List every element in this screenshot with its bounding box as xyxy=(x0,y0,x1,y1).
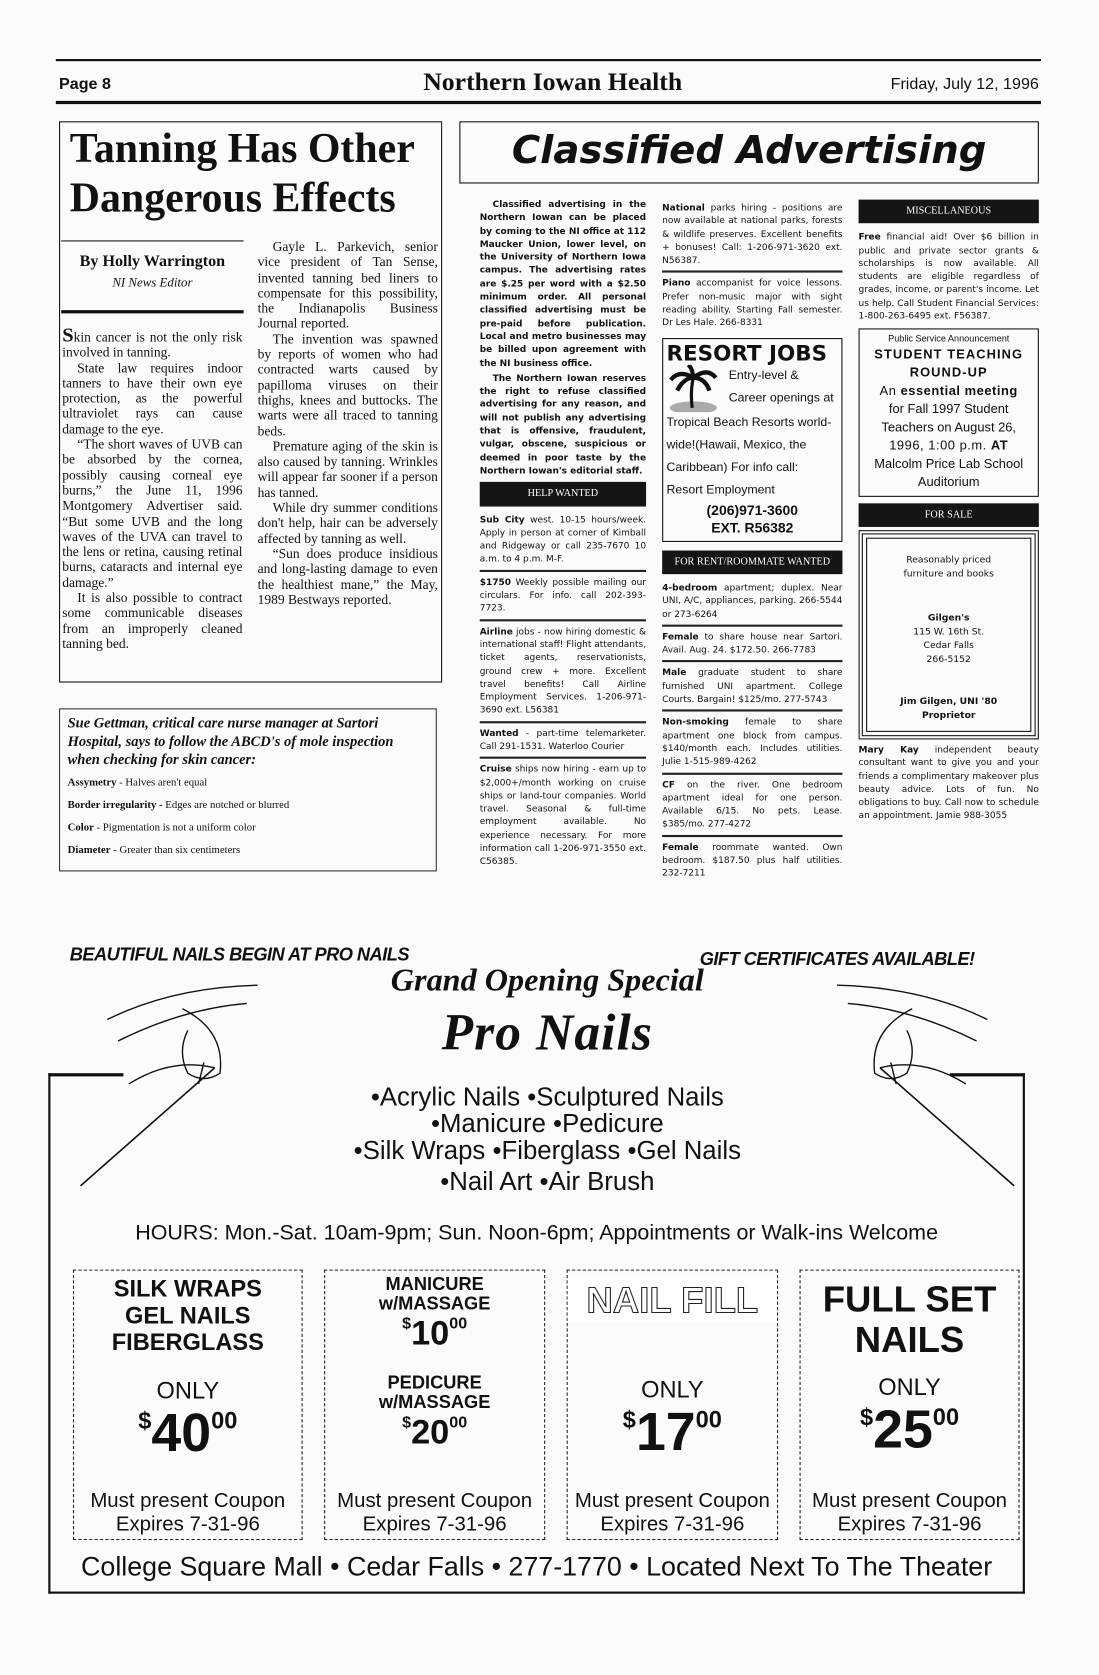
for-sale-line: furniture and books xyxy=(903,568,994,580)
drop-cap: S xyxy=(62,324,74,347)
psa-text: 1996, 1:00 p.m. xyxy=(889,437,991,453)
coupon-footer xyxy=(801,1490,1019,1537)
sidebar-item xyxy=(68,817,429,840)
ad-text: on the river. One bedroom apartment ideal for one person. Available 6/15. No pets. Lease. $385/mo. 277-4272 xyxy=(662,778,843,829)
sidebar-def: - Greater than six centimeters xyxy=(110,844,241,857)
ad-lead: Female xyxy=(662,841,699,852)
coupon-full-set[interactable] xyxy=(800,1270,1020,1540)
classifieds-intro: Classified advertising in the Northern Iowan can be placed by coming to the NI office at 112 Maucker Union, lower level, on the University of Northern Iowa campus. The advertising rates are $.25 per word with a $2.50 minimum order. All personal classified advertising must be pre-paid before publication. Local and metro businesses may be billed upon agreement with the NI business office. xyxy=(479,198,647,368)
ad-lead: Sub City xyxy=(479,513,525,525)
ad-text: Weekly possible mailing our circulars. For info. call 202-393-7723. xyxy=(479,576,647,614)
article-paragraph: It is also possible to contract some communicable diseases from an improperly cleaned tanning bed. xyxy=(62,590,243,652)
price-dollars: 10 xyxy=(411,1313,450,1353)
classified-ad xyxy=(480,509,646,571)
article-paragraph: “Sun does produce insidious and long-lasting damage to even the healthiest mane,” the May, 1989 Bestways reported. xyxy=(257,546,438,608)
article-paragraph: State law requires indoor tanners to have their own eye protection, as the powerful ultraviolet rays can cause damage to the eye. xyxy=(62,360,243,437)
for-sale-heading: FOR SALE xyxy=(859,503,1039,527)
resort-jobs-ad xyxy=(662,338,842,542)
sidebar-term: Diameter xyxy=(67,844,111,857)
classified-ad xyxy=(480,572,646,621)
ad-lead: 4-bedroom xyxy=(662,581,718,593)
ad-text: roommate wanted. Own bedroom. $187.50 plus half utilities. 232-7211 xyxy=(662,841,843,879)
resort-line: Caribbean) For info call: xyxy=(666,461,799,475)
coupon-footer xyxy=(74,1490,302,1537)
coupon-footer xyxy=(325,1490,544,1537)
psa-title: STUDENT TEACHING xyxy=(874,346,1024,362)
col2-ads xyxy=(662,197,842,333)
sidebar-item xyxy=(68,772,429,795)
resort-title: RESORT JOBS xyxy=(666,339,828,366)
coupon-title: NAIL FILL xyxy=(568,1279,777,1322)
ad-text: ships now hiring - earn up to $2,000+/month working on cruise ships or land-tour companies. World travel. Seasonal & full-time employment available. No experience necessary. For more information call 1-206-971-3550 ext. C56385. xyxy=(479,763,647,867)
issue-date: Friday, July 12, 1996 xyxy=(890,75,1039,94)
coupon-footer xyxy=(568,1490,777,1537)
coupon-expiry: Expires 7-31-96 xyxy=(837,1513,982,1536)
sidebar-term: Assymetry xyxy=(67,776,117,789)
coupon-price: $^{\$}17^{00}$ xyxy=(622,1401,722,1462)
psa-line xyxy=(862,436,1036,454)
resort-line: Entry-level & xyxy=(728,368,799,382)
coupon-must: Must present Coupon xyxy=(90,1489,286,1513)
price-dollars: 25 xyxy=(873,1399,933,1460)
sidebar-def: - Pigmentation is not a uniform color xyxy=(93,822,256,834)
coupon-only: ONLY xyxy=(641,1375,704,1403)
store-name: Gilgen's xyxy=(927,612,970,624)
sidebar-item xyxy=(68,839,429,862)
service-line: •Nail Art •Air Brush xyxy=(440,1167,655,1197)
article-paragraph: Premature aging of the skin is also caused by tanning. Wrinkles will appear far sooner if a person has tanned. xyxy=(257,438,438,500)
coupon-price: $^{\$}25^{00}$ xyxy=(859,1399,960,1460)
owner-name: Jim Gilgen, UNI '80 xyxy=(900,696,998,708)
coupon-must: Must present Coupon xyxy=(812,1489,1008,1513)
service-line: •Silk Wraps •Fiberglass •Gel Nails xyxy=(353,1136,741,1166)
pro-nails-logo: Pro Nails xyxy=(441,1004,654,1062)
coupon-silk-wraps[interactable] xyxy=(73,1270,303,1540)
resort-line: Tropical Beach Resorts world- xyxy=(666,416,832,429)
classified-ad xyxy=(662,712,842,774)
misc-heading: MISCELLANEOUS xyxy=(859,200,1039,224)
classified-ad xyxy=(662,663,842,712)
classified-ad xyxy=(662,273,842,333)
ad-lead: Cruise xyxy=(479,763,512,775)
psa-title: ROUND-UP xyxy=(909,364,988,380)
coupon-title: FULL SET NAILS xyxy=(822,1279,997,1361)
ad-text: to share house near Sartori. Avail. Aug. 24. $172.50. 266-7783 xyxy=(662,630,843,655)
section-title: Northern Iowan Health xyxy=(423,68,683,97)
classified-ad xyxy=(859,227,1039,327)
ad-lead: Non-smoking xyxy=(662,716,729,727)
coupon-only: ONLY xyxy=(156,1376,220,1404)
ad-lead: Wanted xyxy=(479,727,519,739)
mole-inspection-sidebar xyxy=(59,708,437,871)
classified-ad xyxy=(662,627,842,663)
service-line: •Acrylic Nails •Sculptured Nails xyxy=(370,1082,724,1112)
sidebar-def: - Halves aren't equal xyxy=(116,776,208,789)
resort-phone: (206)971-3600 xyxy=(706,501,799,519)
gilgens-ad xyxy=(859,530,1039,739)
coupon-must: Must present Coupon xyxy=(574,1489,770,1513)
store-city: Cedar Falls xyxy=(923,640,974,652)
article-paragraph: While dry summer conditions don't help, hair can be adversely affected by tanning as well. xyxy=(257,500,438,546)
ad-lead: Male xyxy=(662,666,687,678)
resort-top xyxy=(666,365,838,412)
psa-line: Auditorium xyxy=(917,474,980,490)
classified-ad xyxy=(480,723,646,759)
coupon-title: PEDICURE w/MASSAGE xyxy=(378,1372,491,1413)
psa-text: An xyxy=(879,382,901,398)
classified-ad xyxy=(662,774,842,836)
help-wanted-heading: HELP WANTED xyxy=(480,482,646,506)
psa-line: Malcolm Price Lab School xyxy=(874,455,1024,471)
for-rent-list xyxy=(662,577,842,884)
sidebar-term: Border irregularity xyxy=(67,799,157,812)
coupon-title: MANICURE w/MASSAGE xyxy=(378,1273,491,1314)
price-cents: 00 xyxy=(932,1403,960,1431)
coupon-price: $^{\$}20^{00}$ xyxy=(402,1412,468,1451)
classified-ad xyxy=(662,837,842,884)
article-paragraph: The invention was spawned by reports of women who had contracted warts caused by papilloma viruses on their thighs, knees and buttocks. The warts were all traced to tanning beds. xyxy=(257,331,438,439)
classified-ad xyxy=(480,759,646,872)
resort-line: wide!(Hawaii, Mexico, the xyxy=(666,438,807,452)
classified-ad xyxy=(662,197,842,273)
article-column-1 xyxy=(62,324,243,652)
price-dollars: 17 xyxy=(635,1401,696,1462)
price-cents: 00 xyxy=(449,1413,468,1432)
classifieds-column-2 xyxy=(662,197,842,883)
byline-rule-bottom xyxy=(61,310,243,313)
classifieds-column-3 xyxy=(859,197,1039,826)
coupon-expiry: Expires 7-31-96 xyxy=(600,1513,745,1536)
psa-text: AT xyxy=(990,437,1009,453)
ad-lead: Female xyxy=(662,630,699,642)
psa-line: for Fall 1997 Student xyxy=(888,401,1009,417)
coupon-expiry: Expires 7-31-96 xyxy=(115,1513,260,1536)
ad-text: jobs - now hiring domestic & international staff! Flight attendants, ticket agents, reservationists, ground crew + more. Excellent travel benefits! Call Airline Employment Services. 1-206-971-3690 ext. L56381 xyxy=(479,625,647,716)
ad-text: west. 10-15 hours/week. Apply in person at corner of Kimball and Ridgeway or call 235-7670 10 a.m. to 4 p.m. M-F. xyxy=(479,513,647,564)
ad-text: graduate student to share furnished UNI apartment. College Courts. Bargain! $125/mo. 277-5743 xyxy=(662,666,843,705)
ad-lead: $1750 xyxy=(479,576,511,587)
coupon-price: $^{\$}40^{00}$ xyxy=(138,1402,238,1463)
article-column-2 xyxy=(258,239,438,607)
byline: By Holly Warrington xyxy=(79,253,226,271)
ad-lead: Piano xyxy=(662,277,691,289)
ad-text: - part-time telemarketer. Call 291-1531. Waterloo Courier xyxy=(479,727,647,752)
owner-title: Proprietor xyxy=(921,710,976,722)
ad-text: female to share apartment one block from campus. $140/month each. Includes utilities. Julie 1-515-989-4262 xyxy=(662,716,843,767)
frame-top-left xyxy=(48,1073,123,1076)
article-paragraph: Skin cancer is not the only risk involved in tanning. xyxy=(62,324,243,360)
psa-box xyxy=(859,329,1039,497)
classifieds-column-1 xyxy=(480,197,646,872)
price-cents: 00 xyxy=(211,1406,238,1434)
classified-ad xyxy=(480,621,646,723)
ad-lead: CF xyxy=(662,778,675,790)
ad-text: parks hiring - positions are now available at national parks, forests & wildlife preserves. Excellent benefits + bonuses! Call: 1-206-971-3620 ext. N56387. xyxy=(662,201,843,266)
store-hours: HOURS: Mon.-Sat. 10am-9pm; Sun. Noon-6pm; Appointments or Walk-ins Welcome xyxy=(135,1221,939,1245)
coupon-title: SILK WRAPS GEL NAILS FIBERGLASS xyxy=(111,1274,264,1356)
price-cents: 00 xyxy=(449,1314,468,1333)
resort-line: Resort Employment xyxy=(666,483,775,497)
article-title: Tanning Has Other Dangerous Effects xyxy=(69,125,415,222)
psa-line xyxy=(862,382,1036,400)
ad-text: independent beauty consultant want to give you and your friends a complimentary makeover plus beauty advice. Lots of fun. No obligations to buy. Call now to schedule an appointment. Jamie 988-3055 xyxy=(858,743,1039,821)
coupon-price: $^{\$}10^{00}$ xyxy=(402,1313,468,1353)
gift-certificates: GIFT CERTIFICATES AVAILABLE! xyxy=(699,948,975,970)
price-cents: 00 xyxy=(695,1405,722,1433)
classified-ad xyxy=(859,739,1039,826)
resort-line: Career openings at xyxy=(728,391,834,405)
for-rent-heading: FOR RENT/ROOMMATE WANTED xyxy=(662,550,842,574)
service-line: •Manicure •Pedicure xyxy=(430,1109,664,1139)
store-address: 115 W. 16th St. xyxy=(913,626,985,638)
resort-ext: EXT. R56382 xyxy=(711,519,794,536)
top-rule xyxy=(56,59,1041,61)
ad-text: apartment; duplex. Near UNI, A/C, appliances, parking. 266-5544 or 273-6264 xyxy=(662,581,843,619)
psa-label: Public Service Announcement xyxy=(888,333,1010,344)
services-list xyxy=(215,1084,880,1196)
for-sale-line: Reasonably priced xyxy=(906,554,992,566)
price-dollars: 40 xyxy=(151,1402,212,1463)
ad-lead: Mary Kay xyxy=(858,743,919,755)
header-rule xyxy=(56,101,1041,104)
classifieds-title: Classified Advertising xyxy=(459,121,1039,183)
byline-role: NI News Editor xyxy=(112,274,193,290)
classifieds-policy: The Northern Iowan reserves the right to refuse classified advertising for any reason, and will not publish any advertising that is offensive, fraudulent, vulgar, obscene, suspicious or deemed in poor taste by the Northern Iowan's editorial staff. xyxy=(479,372,647,476)
sidebar-def: - Edges are notched or blurred xyxy=(156,799,290,812)
coupon-nail-fill[interactable] xyxy=(567,1270,778,1540)
article-paragraph: Gayle L. Parkevich, senior vice president of Tan Sense, invented tanning bed liners to compensate for this possibility, the Indianapolis Business Journal reported. xyxy=(257,239,438,332)
psa-text: essential meeting xyxy=(900,382,1018,398)
frame-top-right xyxy=(950,1073,1025,1076)
palm-tree-icon xyxy=(666,365,720,412)
ad-lead: Free xyxy=(858,231,881,242)
store-location: College Square Mall • Cedar Falls • 277-1770 • Located Next To The Theater xyxy=(81,1551,993,1582)
coupon-expiry: Expires 7-31-96 xyxy=(362,1513,507,1536)
misc-list xyxy=(859,227,1039,327)
ad-text: accompanist for voice lessons. Prefer non-music major with sight reading ability. Starting Fall semester. Dr Les Hale. 266-8331 xyxy=(662,277,843,328)
article-paragraph: “The short waves of UVB can be absorbed by the cornea, possibly causing corneal eye burns,” the June 11, 1996 Montgomery Advertiser said. “But some UVB and the long waves of the UVA can travel to the lens or retina, causing retinal burns, cataracts and internal eye damage.” xyxy=(62,436,243,590)
sidebar-term: Color xyxy=(67,822,94,834)
price-dollars: 20 xyxy=(411,1412,450,1451)
help-wanted-list xyxy=(480,509,646,872)
classified-ad xyxy=(662,577,842,626)
coupon-must: Must present Coupon xyxy=(337,1489,533,1513)
ad-text: financial aid! Over $6 billion in public and private sector grants & scholarships is now available. All students are eligible regardless of grades, income, or parent's income. Let us help. Call Student Financial Services: 1-800-263-6495 ext. F56387. xyxy=(858,231,1039,321)
ad-tagline: BEAUTIFUL NAILS BEGIN AT PRO NAILS xyxy=(69,944,409,965)
byline-rule xyxy=(61,240,243,241)
ad-lead: Airline xyxy=(479,625,513,636)
coupon-manicure-pedicure[interactable] xyxy=(324,1270,545,1540)
page-number: Page 8 xyxy=(59,75,111,94)
store-phone: 266-5152 xyxy=(926,654,971,666)
coupon-only: ONLY xyxy=(878,1373,941,1401)
sidebar-item xyxy=(68,794,429,817)
ad-lead: National xyxy=(662,201,705,213)
sidebar-intro: Sue Gettman, critical care nurse manager at Sartori Hospital, says to follow the ABCD's of mole inspection when checking for skin cancer: xyxy=(67,714,394,768)
psa-line: Teachers on August 26, xyxy=(881,419,1017,435)
grand-opening-script: Grand Opening Special xyxy=(390,962,704,999)
